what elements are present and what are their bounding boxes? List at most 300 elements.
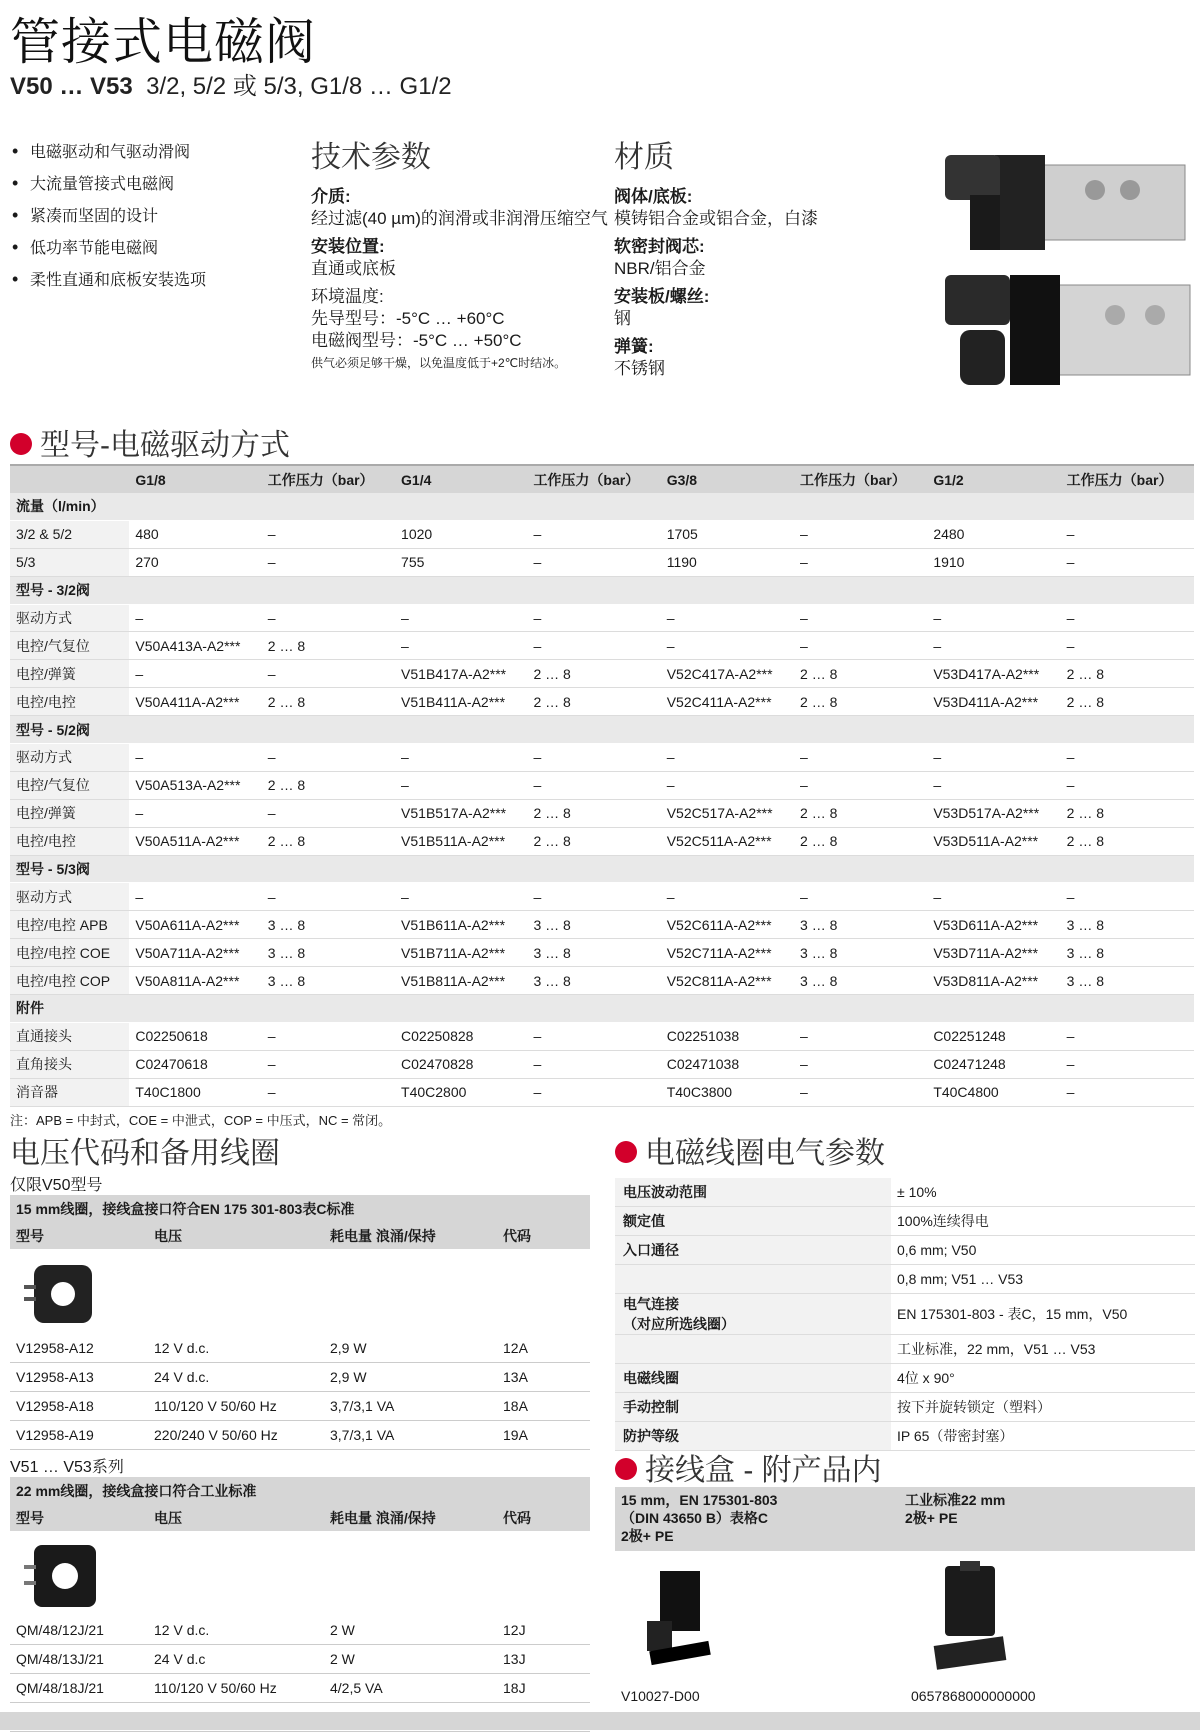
table-cell: – bbox=[927, 744, 1060, 772]
table-cell: – bbox=[395, 632, 527, 660]
feature-item: • 紧凑而坚固的设计 bbox=[12, 200, 206, 232]
table-header-cell: G3/8 bbox=[661, 464, 794, 493]
col-voltage: 电压 bbox=[154, 1510, 182, 1526]
table-cell: V50A711A-A2*** bbox=[129, 939, 261, 967]
jbox-table bbox=[615, 1487, 1195, 1711]
table-cell: V52C811A-A2*** bbox=[661, 967, 794, 995]
table-cell: V52C517A-A2*** bbox=[661, 800, 794, 828]
table-cell: – bbox=[794, 883, 927, 911]
table-cell: C02470828 bbox=[395, 1051, 527, 1079]
table-cell: – bbox=[794, 521, 927, 549]
col-power: 耗电量 浪涌/保持 bbox=[330, 1510, 436, 1526]
table-cell: – bbox=[1061, 772, 1194, 800]
feature-item: • 低功率节能电磁阀 bbox=[12, 232, 206, 264]
elec-value: 0,6 mm; V50 bbox=[897, 1242, 977, 1258]
table-cell: – bbox=[1061, 521, 1194, 549]
jbox-22mm-image bbox=[905, 1551, 1195, 1681]
table-row-label: 直角接头 bbox=[10, 1051, 129, 1079]
jbox-col-22mm: 工业标准22 mm 2极+ PE bbox=[905, 1492, 1006, 1526]
table-cell: – bbox=[527, 605, 660, 633]
elec-row bbox=[615, 1236, 1195, 1265]
tech-params bbox=[311, 132, 611, 374]
table-row bbox=[10, 911, 1194, 939]
table-cell: – bbox=[661, 632, 794, 660]
table-cell: 2 … 8 bbox=[527, 660, 660, 688]
table-row-label: 电控/电控 APB bbox=[10, 911, 129, 939]
table-cell: – bbox=[262, 605, 395, 633]
table-cell: – bbox=[661, 744, 794, 772]
table-cell: – bbox=[527, 883, 660, 911]
table-cell: 3 … 8 bbox=[1061, 967, 1194, 995]
elec-row bbox=[615, 1364, 1195, 1393]
table-cell: 755 bbox=[395, 549, 527, 577]
table-cell: – bbox=[1061, 632, 1194, 660]
table-row-label: 电控/气复位 bbox=[10, 772, 129, 800]
coil-cell: 18A bbox=[503, 1398, 528, 1414]
table-row bbox=[10, 521, 1194, 549]
table-cell: V51B417A-A2*** bbox=[395, 660, 527, 688]
temp-solenoid: 电磁阀型号：-5°C … +50°C bbox=[311, 331, 522, 350]
table-cell: – bbox=[794, 549, 927, 577]
table-cell: 2 … 8 bbox=[527, 800, 660, 828]
table-cell: V51B711A-A2*** bbox=[395, 939, 527, 967]
table-cell: – bbox=[527, 521, 660, 549]
tech-heading: 技术参数 bbox=[311, 141, 431, 174]
coil-row bbox=[10, 1363, 590, 1392]
elec-label: 额定值 bbox=[615, 1207, 891, 1235]
coil-heading: 电压代码和备用线圈 bbox=[10, 1137, 280, 1170]
table-cell: V52C417A-A2*** bbox=[661, 660, 794, 688]
jbox-code-22mm: 0657868000000000 bbox=[911, 1688, 1036, 1704]
table-header-cell bbox=[10, 464, 129, 493]
coil-cell: V12958-A12 bbox=[16, 1340, 94, 1356]
section-bullet-icon bbox=[10, 433, 32, 455]
table-cell: 2 … 8 bbox=[794, 828, 927, 856]
jbox-heading: 接线盒 - 附产品内 bbox=[615, 1445, 882, 1489]
table-row bbox=[10, 632, 1194, 660]
table-row bbox=[10, 800, 1194, 828]
coil-cell: 3,7/3,1 VA bbox=[330, 1398, 395, 1414]
table-group-label: 型号 - 5/2阀 bbox=[10, 716, 1194, 744]
elec-label: 入口通径 bbox=[615, 1236, 891, 1264]
table-cell: 2 … 8 bbox=[794, 660, 927, 688]
elec-value: 4位 x 90° bbox=[897, 1370, 955, 1386]
model-section-heading: 型号-电磁驱动方式 bbox=[10, 420, 290, 464]
medium-label: 介质: bbox=[311, 187, 351, 206]
elec-row bbox=[615, 1207, 1195, 1236]
coil-cell: 18J bbox=[503, 1680, 526, 1696]
table-cell: V51B411A-A2*** bbox=[395, 688, 527, 716]
table-row-label: 电控/弹簧 bbox=[10, 800, 129, 828]
v51-coil-table bbox=[10, 1477, 590, 1732]
table-cell: C02471248 bbox=[927, 1051, 1060, 1079]
v50-coil-header: 15 mm线圈，接线盒接口符合EN 175 301-803表C标准 bbox=[10, 1195, 590, 1223]
elec-value: 0,8 mm; V51 … V53 bbox=[897, 1271, 1024, 1287]
table-cell: – bbox=[661, 883, 794, 911]
table-row bbox=[10, 1079, 1194, 1107]
subtitle-spec: 3/2, 5/2 或 5/3, G1/8 … G1/2 bbox=[146, 73, 452, 100]
table-cell: – bbox=[794, 1051, 927, 1079]
table-header-row bbox=[10, 464, 1194, 493]
coil-cell: 3,7/3,1 VA bbox=[330, 1427, 395, 1443]
table-cell: – bbox=[794, 632, 927, 660]
table-cell: 2 … 8 bbox=[794, 800, 927, 828]
table-cell: – bbox=[927, 605, 1060, 633]
elec-value: IP 65（带密封塞） bbox=[897, 1428, 1014, 1444]
table-cell: – bbox=[395, 605, 527, 633]
table-cell: V53D811A-A2*** bbox=[927, 967, 1060, 995]
table-cell: – bbox=[527, 1023, 660, 1051]
table-row bbox=[10, 660, 1194, 688]
table-cell: 480 bbox=[129, 521, 261, 549]
table-cell: V53D611A-A2*** bbox=[927, 911, 1060, 939]
table-cell: – bbox=[794, 744, 927, 772]
table-row-label: 驱动方式 bbox=[10, 883, 129, 911]
table-cell: 3 … 8 bbox=[262, 967, 395, 995]
table-cell: V53D411A-A2*** bbox=[927, 688, 1060, 716]
feature-item: • 柔性直通和底板安装选项 bbox=[12, 264, 206, 296]
elec-label: 电气连接 （对应所选线圈） bbox=[615, 1294, 891, 1334]
table-cell: – bbox=[1061, 605, 1194, 633]
table-row bbox=[10, 883, 1194, 911]
valve-top-image bbox=[945, 155, 1185, 250]
coil-cell: QM/48/12J/21 bbox=[16, 1622, 104, 1638]
coil-cell: 13J bbox=[503, 1651, 526, 1667]
coil-cell: 2 W bbox=[330, 1622, 355, 1638]
coil-col-headers bbox=[10, 1505, 590, 1531]
table-cell: – bbox=[794, 1079, 927, 1107]
coil-section bbox=[10, 1128, 590, 1732]
seal-label: 软密封阀芯: bbox=[614, 237, 705, 256]
table-header-cell: G1/8 bbox=[129, 464, 261, 493]
table-cell: – bbox=[262, 1051, 395, 1079]
elec-value: 工业标准，22 mm，V51 … V53 bbox=[897, 1341, 1096, 1357]
table-group-label: 附件 bbox=[10, 995, 1194, 1023]
table-row bbox=[10, 744, 1194, 772]
table-cell: – bbox=[1061, 1079, 1194, 1107]
elec-row bbox=[615, 1335, 1195, 1364]
table-cell: – bbox=[395, 744, 527, 772]
seal-value: NBR/铝合金 bbox=[614, 259, 706, 278]
v50-label: 仅限V50型号 bbox=[10, 1177, 103, 1194]
table-cell: V53D417A-A2*** bbox=[927, 660, 1060, 688]
table-cell: – bbox=[129, 883, 261, 911]
coil-cell: 13A bbox=[503, 1369, 528, 1385]
table-cell: T40C4800 bbox=[927, 1079, 1060, 1107]
plate-value: 钢 bbox=[614, 309, 631, 328]
table-row bbox=[10, 939, 1194, 967]
table-row-label: 消音器 bbox=[10, 1079, 129, 1107]
table-cell: – bbox=[262, 1079, 395, 1107]
temp-label: 环境温度: bbox=[311, 287, 384, 306]
coil-cell: V12958-A19 bbox=[16, 1427, 94, 1443]
coil-cell: QM/48/13J/21 bbox=[16, 1651, 104, 1667]
coil-row bbox=[10, 1334, 590, 1363]
coil-15mm-image bbox=[10, 1249, 590, 1334]
table-cell: 270 bbox=[129, 549, 261, 577]
table-cell: 3 … 8 bbox=[527, 967, 660, 995]
coil-row bbox=[10, 1392, 590, 1421]
table-cell: – bbox=[1061, 744, 1194, 772]
table-cell: C02471038 bbox=[661, 1051, 794, 1079]
elec-label: 电压波动范围 bbox=[615, 1178, 891, 1206]
table-row-label: 电控/电控 COP bbox=[10, 967, 129, 995]
table-cell: – bbox=[527, 549, 660, 577]
table-row bbox=[10, 549, 1194, 577]
coil-cell: 24 V d.c bbox=[154, 1651, 206, 1667]
table-cell: 1190 bbox=[661, 549, 794, 577]
coil-cell: 19A bbox=[503, 1427, 528, 1443]
table-cell: V51B517A-A2*** bbox=[395, 800, 527, 828]
table-row bbox=[10, 967, 1194, 995]
coil-cell: 12 V d.c. bbox=[154, 1340, 210, 1356]
table-cell: V51B811A-A2*** bbox=[395, 967, 527, 995]
table-row-label: 电控/电控 bbox=[10, 688, 129, 716]
spring-label: 弹簧: bbox=[614, 337, 654, 356]
col-voltage: 电压 bbox=[154, 1228, 182, 1244]
table-cell: – bbox=[527, 744, 660, 772]
table-cell: V52C711A-A2*** bbox=[661, 939, 794, 967]
table-cell: 2 … 8 bbox=[527, 688, 660, 716]
table-cell: – bbox=[527, 1079, 660, 1107]
table-row bbox=[10, 1023, 1194, 1051]
table-cell: 3 … 8 bbox=[794, 911, 927, 939]
table-cell: 2 … 8 bbox=[794, 688, 927, 716]
table-cell: 3 … 8 bbox=[794, 967, 927, 995]
materials bbox=[614, 132, 854, 380]
table-group-label: 型号 - 3/2阀 bbox=[10, 577, 1194, 605]
elec-value: 按下并旋转锁定（塑料） bbox=[897, 1399, 1051, 1415]
table-cell: V53D511A-A2*** bbox=[927, 828, 1060, 856]
table-header-cell: G1/2 bbox=[927, 464, 1060, 493]
medium-value: 经过滤(40 µm)的润滑或非润滑压缩空气 bbox=[311, 209, 608, 228]
table-group-label: 流量（l/min） bbox=[10, 493, 1194, 521]
table-cell: 2 … 8 bbox=[262, 688, 395, 716]
elec-label bbox=[615, 1265, 891, 1293]
table-cell: 3 … 8 bbox=[527, 939, 660, 967]
col-code: 代码 bbox=[503, 1228, 531, 1244]
table-cell: V50A811A-A2*** bbox=[129, 967, 261, 995]
table-cell: – bbox=[1061, 1023, 1194, 1051]
valve-product-image bbox=[935, 135, 1195, 405]
col-power: 耗电量 浪涌/保持 bbox=[330, 1228, 436, 1244]
table-cell: 2 … 8 bbox=[527, 828, 660, 856]
table-cell: – bbox=[661, 605, 794, 633]
material-heading: 材质 bbox=[614, 141, 674, 174]
coil-cell: 24 V d.c. bbox=[154, 1369, 210, 1385]
table-group-row bbox=[10, 493, 1194, 521]
mount-label: 安装位置: bbox=[311, 237, 385, 256]
table-row-label: 电控/弹簧 bbox=[10, 660, 129, 688]
table-row-label: 直通接头 bbox=[10, 1023, 129, 1051]
table-cell: – bbox=[262, 883, 395, 911]
coil-cell: 12 V d.c. bbox=[154, 1622, 210, 1638]
table-header-cell: 工作压力（bar） bbox=[527, 464, 660, 493]
section-bullet-icon bbox=[615, 1141, 637, 1163]
table-cell: – bbox=[527, 632, 660, 660]
table-group-row bbox=[10, 995, 1194, 1023]
table-cell: C02250618 bbox=[129, 1023, 261, 1051]
feature-list bbox=[12, 136, 206, 296]
subtitle-series: V50 … V53 bbox=[10, 73, 133, 100]
jbox-code-15mm: V10027-D00 bbox=[621, 1688, 700, 1704]
table-row bbox=[10, 1051, 1194, 1079]
table-row-label: 驱动方式 bbox=[10, 605, 129, 633]
table-cell: – bbox=[262, 744, 395, 772]
table-cell: – bbox=[927, 883, 1060, 911]
v51-label: V51 … V53系列 bbox=[10, 1459, 124, 1476]
valve-bottom-image bbox=[945, 275, 1190, 385]
table-cell: – bbox=[1061, 1051, 1194, 1079]
table-cell: – bbox=[527, 1051, 660, 1079]
coil-cell: 110/120 V 50/60 Hz bbox=[154, 1398, 277, 1414]
table-note: 注：APB = 中封式，COE = 中泄式，COP = 中压式，NC = 常闭。 bbox=[10, 1113, 392, 1128]
table-cell: V50A611A-A2*** bbox=[129, 911, 261, 939]
body-value: 模铸铝合金或铝合金，白漆 bbox=[614, 209, 818, 228]
table-cell: – bbox=[262, 800, 395, 828]
table-cell: – bbox=[527, 772, 660, 800]
table-cell: T40C2800 bbox=[395, 1079, 527, 1107]
table-cell: V52C411A-A2*** bbox=[661, 688, 794, 716]
table-cell: – bbox=[794, 772, 927, 800]
coil-row bbox=[10, 1645, 590, 1674]
temp-pilot: 先导型号：-5°C … +60°C bbox=[311, 309, 505, 328]
table-row bbox=[10, 605, 1194, 633]
col-code: 代码 bbox=[503, 1510, 531, 1526]
elec-row bbox=[615, 1178, 1195, 1207]
table-cell: V53D517A-A2*** bbox=[927, 800, 1060, 828]
elec-value: 100%连续得电 bbox=[897, 1213, 989, 1229]
table-group-row bbox=[10, 577, 1194, 605]
table-row bbox=[10, 772, 1194, 800]
mount-value: 直通或底板 bbox=[311, 259, 396, 278]
coil-cell: 2 W bbox=[330, 1651, 355, 1667]
elec-label: 电磁线圈 bbox=[615, 1364, 891, 1392]
coil-row bbox=[10, 1674, 590, 1703]
model-table bbox=[10, 464, 1194, 1107]
table-cell: V51B511A-A2*** bbox=[395, 828, 527, 856]
table-header-cell: 工作压力（bar） bbox=[1061, 464, 1194, 493]
table-cell: – bbox=[1061, 549, 1194, 577]
table-cell: V53D711A-A2*** bbox=[927, 939, 1060, 967]
table-cell: 3 … 8 bbox=[262, 911, 395, 939]
elec-section bbox=[615, 1128, 1195, 1451]
elec-value: ± 10% bbox=[897, 1184, 937, 1200]
table-cell: – bbox=[794, 1023, 927, 1051]
table-cell: – bbox=[129, 800, 261, 828]
elec-row bbox=[615, 1294, 1195, 1335]
table-group-row bbox=[10, 856, 1194, 884]
table-cell: 3 … 8 bbox=[262, 939, 395, 967]
table-cell: C02251038 bbox=[661, 1023, 794, 1051]
v50-coil-table bbox=[10, 1195, 590, 1450]
coil-cell: 12J bbox=[503, 1622, 526, 1638]
coil-cell: 2,9 W bbox=[330, 1369, 367, 1385]
table-cell: V52C511A-A2*** bbox=[661, 828, 794, 856]
table-cell: 3 … 8 bbox=[794, 939, 927, 967]
table-cell: 2 … 8 bbox=[1061, 800, 1194, 828]
jbox-col-15mm: 15 mm，EN 175301-803 （DIN 43650 B）表格C 2极+ PE bbox=[621, 1492, 778, 1544]
table-cell: V50A513A-A2*** bbox=[129, 772, 261, 800]
coil-cell: 12A bbox=[503, 1340, 528, 1356]
elec-row bbox=[615, 1265, 1195, 1294]
table-cell: 1020 bbox=[395, 521, 527, 549]
table-group-label: 型号 - 5/3阀 bbox=[10, 856, 1194, 884]
col-model: 型号 bbox=[16, 1510, 44, 1526]
table-cell: V52C611A-A2*** bbox=[661, 911, 794, 939]
table-cell: – bbox=[927, 632, 1060, 660]
coil-22mm-image bbox=[10, 1531, 590, 1616]
table-row bbox=[10, 828, 1194, 856]
footer-bar bbox=[0, 1712, 1200, 1730]
table-cell: 3 … 8 bbox=[527, 911, 660, 939]
coil-cell: 2,9 W bbox=[330, 1340, 367, 1356]
table-cell: – bbox=[262, 660, 395, 688]
table-cell: 1705 bbox=[661, 521, 794, 549]
table-cell: 2480 bbox=[927, 521, 1060, 549]
coil-cell: QM/48/18J/21 bbox=[16, 1680, 104, 1696]
table-cell: C02470618 bbox=[129, 1051, 261, 1079]
table-row-label: 电控/电控 bbox=[10, 828, 129, 856]
table-cell: 3 … 8 bbox=[1061, 939, 1194, 967]
table-cell: V50A411A-A2*** bbox=[129, 688, 261, 716]
table-cell: 2 … 8 bbox=[1061, 828, 1194, 856]
coil-row bbox=[10, 1616, 590, 1645]
v51-coil-header: 22 mm线圈，接线盒接口符合工业标准 bbox=[10, 1477, 590, 1505]
coil-cell: V12958-A18 bbox=[16, 1398, 94, 1414]
elec-label bbox=[615, 1335, 891, 1363]
elec-value: EN 175301-803 - 表C，15 mm，V50 bbox=[897, 1306, 1128, 1322]
table-cell: – bbox=[1061, 883, 1194, 911]
elec-label: 防护等级 bbox=[615, 1422, 891, 1450]
table-cell: – bbox=[395, 772, 527, 800]
table-cell: V51B611A-A2*** bbox=[395, 911, 527, 939]
table-cell: 2 … 8 bbox=[1061, 660, 1194, 688]
table-cell: – bbox=[262, 1023, 395, 1051]
table-row-label: 5/3 bbox=[10, 549, 129, 577]
table-cell: – bbox=[794, 605, 927, 633]
table-header-cell: 工作压力（bar） bbox=[262, 464, 395, 493]
spring-value: 不锈钢 bbox=[614, 359, 665, 378]
table-row-label: 驱动方式 bbox=[10, 744, 129, 772]
elec-heading: 电磁线圈电气参数 bbox=[615, 1128, 1195, 1172]
section-bullet-icon bbox=[615, 1458, 637, 1480]
feature-item: • 电磁驱动和气驱动滑阀 bbox=[12, 136, 206, 168]
coil-cell: 220/240 V 50/60 Hz bbox=[154, 1427, 278, 1443]
table-cell: – bbox=[129, 744, 261, 772]
page-subtitle bbox=[10, 66, 452, 101]
col-model: 型号 bbox=[16, 1228, 44, 1244]
table-cell: 3 … 8 bbox=[1061, 911, 1194, 939]
jbox-15mm-image bbox=[615, 1551, 905, 1681]
table-cell: – bbox=[262, 549, 395, 577]
table-row-label: 电控/电控 COE bbox=[10, 939, 129, 967]
feature-item: • 大流量管接式电磁阀 bbox=[12, 168, 206, 200]
table-cell: – bbox=[395, 883, 527, 911]
table-cell: – bbox=[927, 772, 1060, 800]
table-cell: 1910 bbox=[927, 549, 1060, 577]
table-cell: C02251248 bbox=[927, 1023, 1060, 1051]
table-cell: 2 … 8 bbox=[262, 828, 395, 856]
table-cell: 2 … 8 bbox=[262, 772, 395, 800]
table-cell: 2 … 8 bbox=[262, 632, 395, 660]
table-cell: T40C3800 bbox=[661, 1079, 794, 1107]
table-cell: 2 … 8 bbox=[1061, 688, 1194, 716]
coil-row bbox=[10, 1421, 590, 1450]
table-row-label: 3/2 & 5/2 bbox=[10, 521, 129, 549]
table-cell: – bbox=[262, 521, 395, 549]
table-cell: T40C1800 bbox=[129, 1079, 261, 1107]
